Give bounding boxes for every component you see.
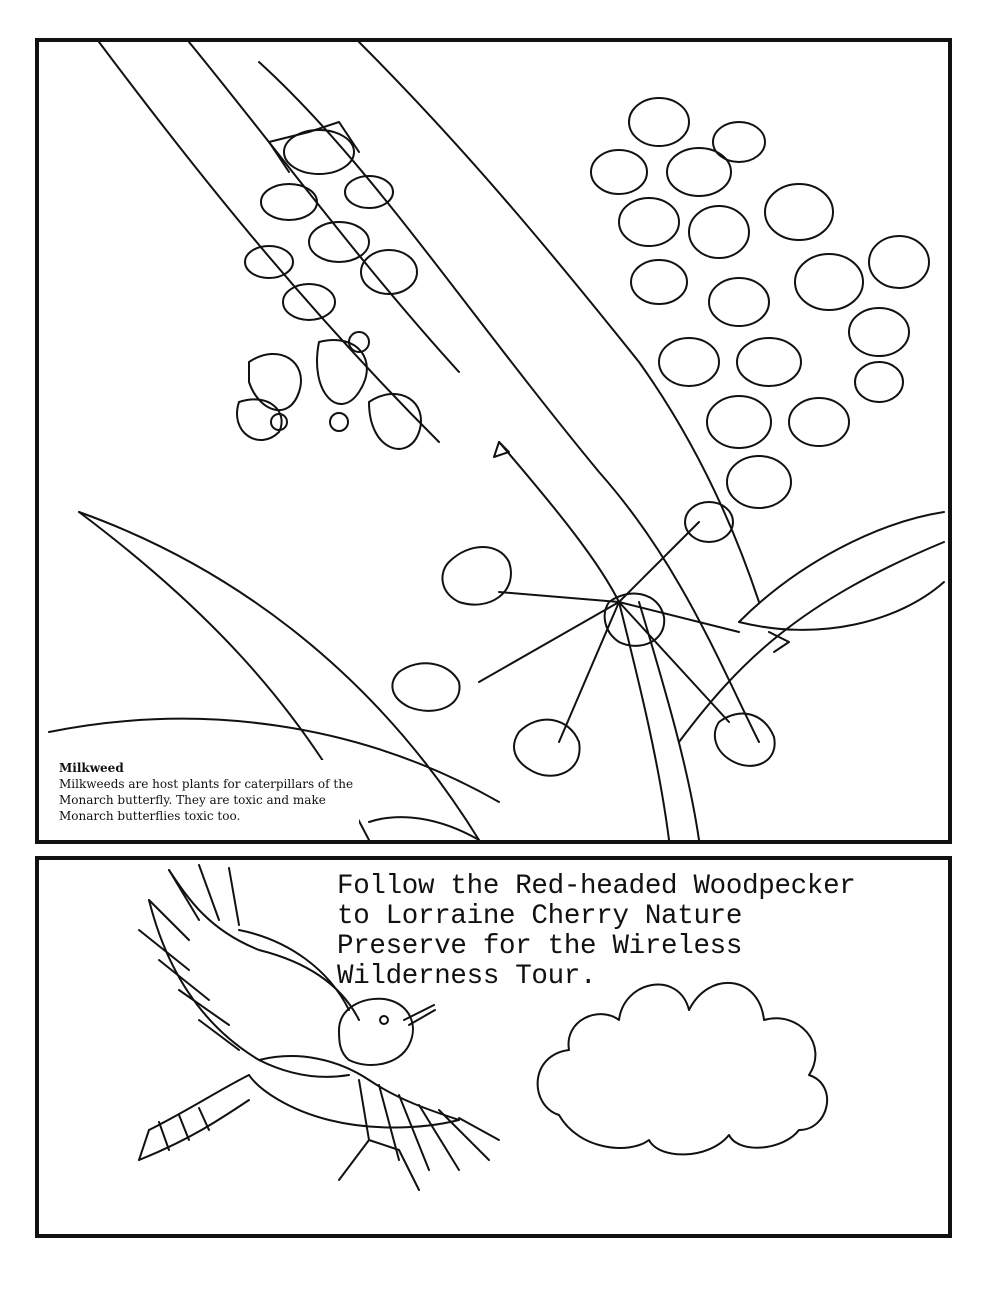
milkweed-illustration-icon (39, 42, 948, 840)
caption-body: Milkweeds are host plants for caterpillars of the Monarch butterfly. They are toxic and make Monarch butterflies toxic too. (59, 777, 354, 823)
milkweed-caption (59, 760, 359, 824)
tour-invitation-text: Follow the Red-headed Woodpecker to Lorraine Cherry Nature Preserve for the Wireless Wilderness Tour. (337, 871, 856, 992)
woodpecker-panel (35, 856, 952, 1238)
milkweed-panel (35, 38, 952, 844)
caption-title: Milkweed (59, 761, 124, 775)
